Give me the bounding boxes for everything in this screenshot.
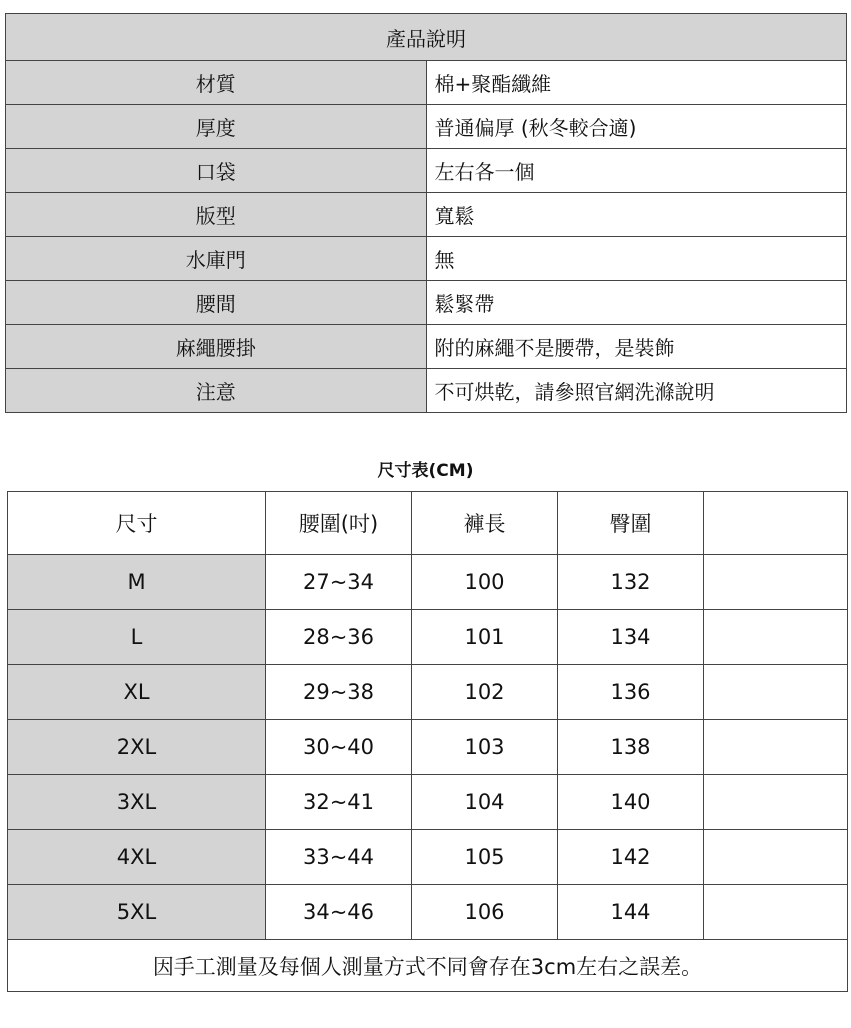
product-description-table [5,13,847,413]
row-label: 厚度 [6,105,427,149]
row-label: 材質 [6,61,427,105]
waist-cell: 33~44 [266,830,412,885]
hip-cell: 136 [558,665,704,720]
row-label: 版型 [6,193,427,237]
table-row [6,61,847,105]
measurement-note: 因手工測量及每個人測量方式不同會存在3cm左右之誤差。 [8,940,848,992]
row-label: 麻繩腰掛 [6,325,427,369]
table-row [6,105,847,149]
size-chart-title: 尺寸表(CM) [377,461,474,481]
waist-cell: 34~46 [266,885,412,940]
length-cell: 101 [412,610,558,665]
product-table-title: 產品說明 [6,14,847,61]
row-label: 注意 [6,369,427,413]
empty-cell [704,610,848,665]
header-empty [704,492,848,555]
row-value: 寬鬆 [426,193,847,237]
length-cell: 102 [412,665,558,720]
table-row [8,610,848,665]
empty-cell [704,555,848,610]
length-cell: 105 [412,830,558,885]
row-value: 附的麻繩不是腰帶，是裝飾 [426,325,847,369]
waist-cell: 30~40 [266,720,412,775]
length-cell: 100 [412,555,558,610]
size-cell: L [8,610,266,665]
table-row [8,885,848,940]
length-cell: 104 [412,775,558,830]
table-row [6,149,847,193]
size-cell: 5XL [8,885,266,940]
table-row [8,665,848,720]
size-chart-table [7,491,848,992]
table-row [6,193,847,237]
row-label: 腰間 [6,281,427,325]
table-row [8,720,848,775]
length-cell: 103 [412,720,558,775]
length-cell: 106 [412,885,558,940]
waist-cell: 32~41 [266,775,412,830]
hip-cell: 142 [558,830,704,885]
hip-cell: 140 [558,775,704,830]
row-value: 左右各一個 [426,149,847,193]
size-header-row [8,492,848,555]
row-value: 普通偏厚 (秋冬較合適) [426,105,847,149]
row-value: 鬆緊帶 [426,281,847,325]
header-length: 褲長 [412,492,558,555]
note-row [8,940,848,992]
row-value: 無 [426,237,847,281]
hip-cell: 144 [558,885,704,940]
hip-cell: 138 [558,720,704,775]
table-row [8,555,848,610]
table-row [6,281,847,325]
size-cell: M [8,555,266,610]
size-cell: 2XL [8,720,266,775]
row-value: 不可烘乾，請參照官網洗滌說明 [426,369,847,413]
hip-cell: 132 [558,555,704,610]
table-row [6,325,847,369]
header-size: 尺寸 [8,492,266,555]
size-cell: 4XL [8,830,266,885]
empty-cell [704,885,848,940]
row-label: 水庫門 [6,237,427,281]
header-waist: 腰圍(吋) [266,492,412,555]
waist-cell: 28~36 [266,610,412,665]
table-row [6,237,847,281]
empty-cell [704,720,848,775]
table-row [8,830,848,885]
empty-cell [704,665,848,720]
table-row [6,369,847,413]
size-cell: 3XL [8,775,266,830]
table-row [8,775,848,830]
header-hip: 臀圍 [558,492,704,555]
hip-cell: 134 [558,610,704,665]
empty-cell [704,830,848,885]
size-cell: XL [8,665,266,720]
waist-cell: 29~38 [266,665,412,720]
waist-cell: 27~34 [266,555,412,610]
empty-cell [704,775,848,830]
row-label: 口袋 [6,149,427,193]
row-value: 棉+聚酯纖維 [426,61,847,105]
